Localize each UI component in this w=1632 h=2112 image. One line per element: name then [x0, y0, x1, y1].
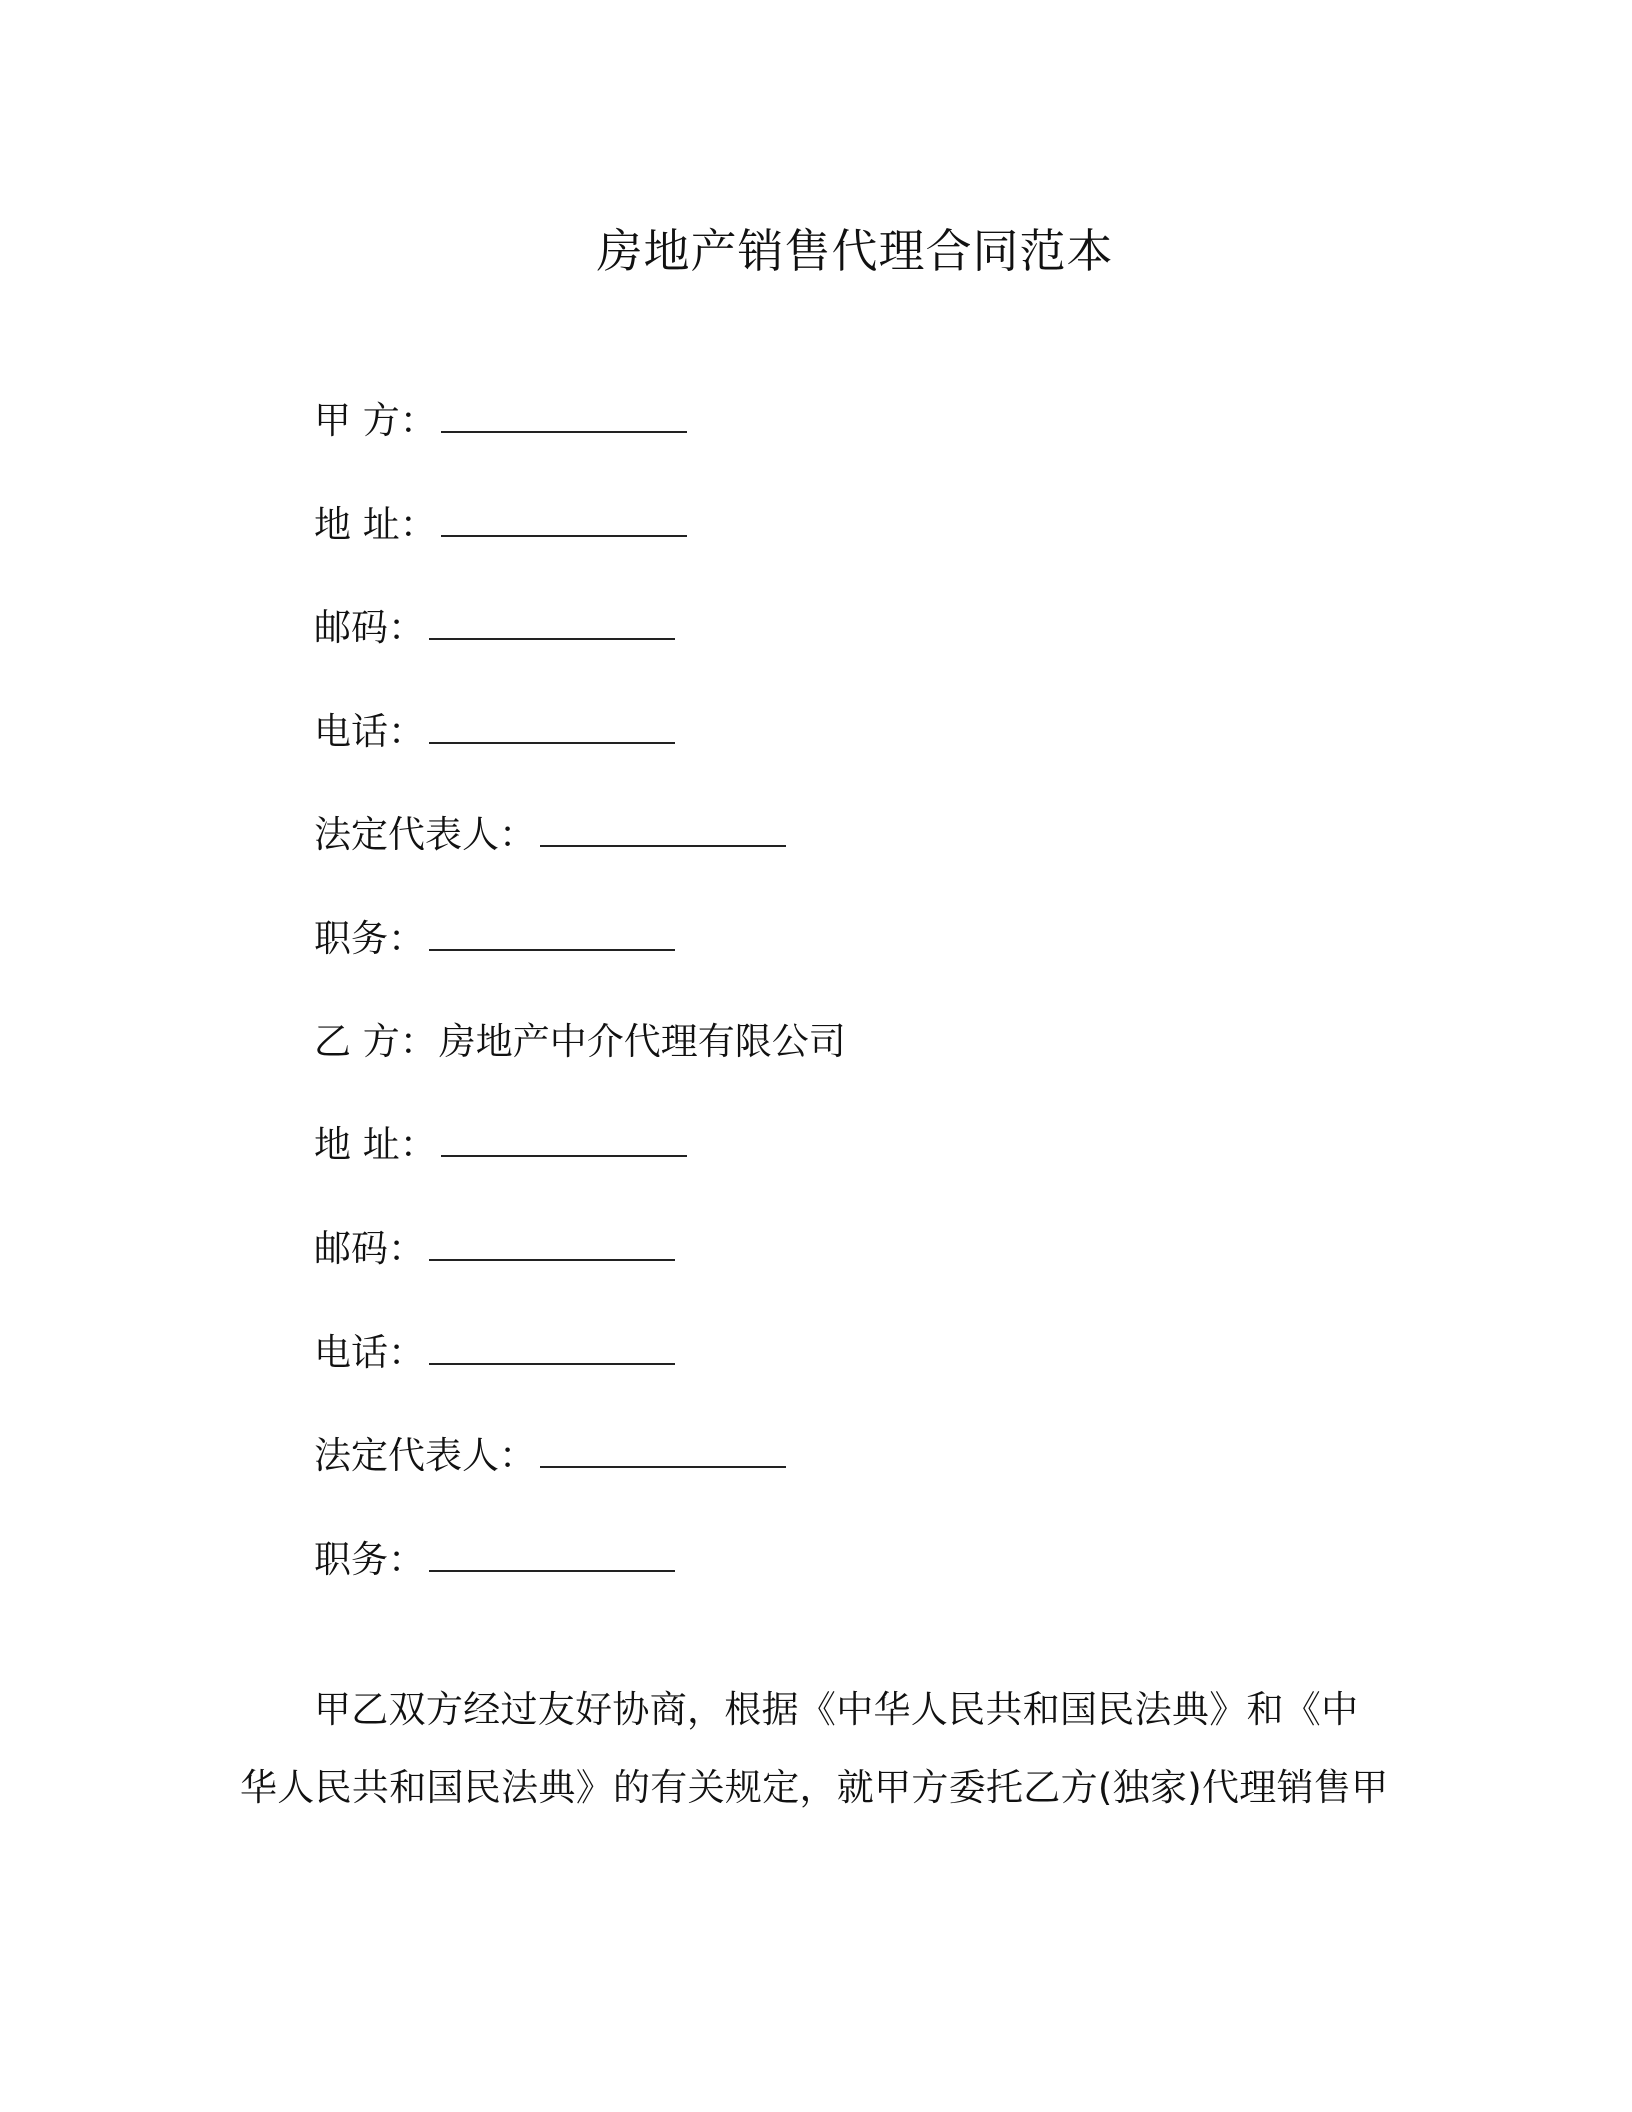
party-b-address-label: 地 址：: [314, 1123, 437, 1166]
party-b-postcode-field: [314, 1222, 675, 1276]
party-b-address-field: [314, 1118, 687, 1172]
party-a-address-label: 地 址：: [314, 503, 437, 546]
party-b-legal-rep-label: 法定代表人：: [314, 1434, 536, 1477]
page-title: 房地产销售代理合同范本: [596, 224, 1114, 278]
party-b-phone-blank: [429, 1329, 675, 1365]
party-b-address-blank: [441, 1121, 687, 1157]
party-b-legal-rep-field: [314, 1429, 786, 1483]
intro-paragraph: 甲乙双方经过友好协商，根据《中华人民共和国民法典》和《中华人民共和国民法典》的有关规定，就甲方委托乙方(独家)代理销售甲: [240, 1688, 1389, 1809]
party-a-postcode-label: 邮码：: [314, 606, 425, 649]
party-a-legal-rep-field: [314, 808, 786, 862]
party-b-postcode-label: 邮码：: [314, 1227, 425, 1270]
party-a-phone-blank: [429, 708, 675, 744]
party-a-label: 甲 方：: [314, 399, 437, 442]
party-b-phone-label: 电话：: [314, 1331, 425, 1374]
party-a-phone-field: [314, 705, 675, 759]
party-b-phone-field: [314, 1326, 675, 1380]
party-a-legal-rep-blank: [540, 811, 786, 847]
party-b-position-label: 职务：: [314, 1538, 425, 1581]
party-b-position-field: [314, 1533, 675, 1587]
party-a-postcode-field: [314, 601, 675, 655]
party-b-position-blank: [429, 1536, 675, 1572]
party-b-legal-rep-blank: [540, 1432, 786, 1468]
party-a-address-blank: [441, 501, 687, 537]
party-b-field: [314, 1015, 846, 1069]
party-a-blank: [441, 397, 687, 433]
party-b-label: 乙 方：: [314, 1020, 437, 1063]
party-a-legal-rep-label: 法定代表人：: [314, 813, 536, 856]
party-a-position-blank: [429, 915, 675, 951]
party-b-postcode-blank: [429, 1225, 675, 1261]
party-a-position-label: 职务：: [314, 917, 425, 960]
party-a-position-field: [314, 912, 675, 966]
party-b-name: 房地产中介代理有限公司: [438, 1020, 846, 1063]
party-a-field: [314, 394, 687, 448]
party-a-address-field: [314, 498, 687, 552]
party-a-phone-label: 电话：: [314, 710, 425, 753]
party-a-postcode-blank: [429, 604, 675, 640]
